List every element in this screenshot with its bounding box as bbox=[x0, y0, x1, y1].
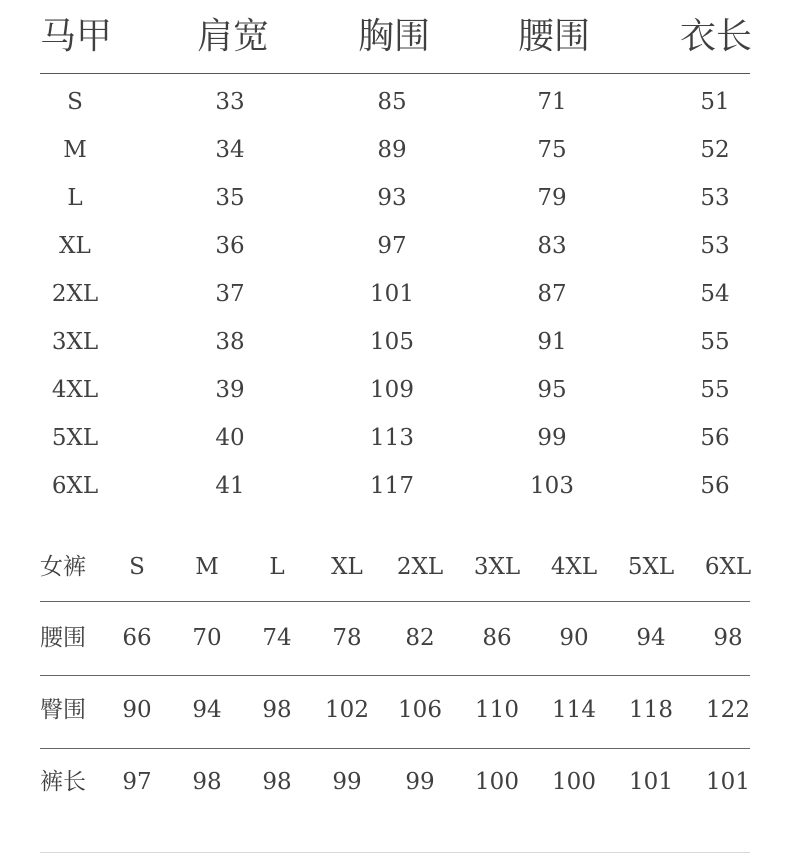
vest-cell-size: 6XL bbox=[51, 473, 99, 499]
vest-cell-chest: 109 bbox=[370, 377, 414, 403]
pants-cell: 110 bbox=[475, 697, 519, 723]
pants-cell: 82 bbox=[405, 625, 435, 651]
vest-row bbox=[0, 318, 790, 366]
vest-header-length: 衣长 bbox=[680, 16, 753, 57]
pants-cell: 98 bbox=[262, 769, 292, 795]
vest-cell-length: 53 bbox=[700, 185, 730, 211]
pants-cell: 101 bbox=[629, 769, 673, 795]
vest-cell-shoulder: 38 bbox=[215, 329, 245, 355]
pants-cell: 66 bbox=[122, 625, 152, 651]
pants-cell: 98 bbox=[713, 625, 743, 651]
vest-cell-size: 5XL bbox=[51, 425, 99, 451]
pants-cell: 70 bbox=[192, 625, 222, 651]
pants-cell: 106 bbox=[398, 697, 442, 723]
vest-cell-waist: 79 bbox=[537, 185, 567, 211]
pants-size-header: M bbox=[195, 554, 219, 580]
pants-cell: 99 bbox=[332, 769, 362, 795]
vest-header-divider bbox=[40, 73, 750, 74]
pants-cell: 94 bbox=[636, 625, 666, 651]
vest-cell-length: 51 bbox=[700, 89, 730, 115]
vest-row bbox=[0, 78, 790, 126]
vest-cell-chest: 85 bbox=[377, 89, 407, 115]
vest-row bbox=[0, 366, 790, 414]
vest-cell-chest: 101 bbox=[370, 281, 414, 307]
vest-row bbox=[0, 414, 790, 462]
vest-cell-size: 2XL bbox=[51, 281, 99, 307]
pants-cell: 100 bbox=[475, 769, 519, 795]
vest-row bbox=[0, 126, 790, 174]
vest-header-row bbox=[0, 12, 790, 62]
vest-cell-chest: 105 bbox=[370, 329, 414, 355]
pants-cell: 118 bbox=[629, 697, 673, 723]
pants-cell: 98 bbox=[192, 769, 222, 795]
pants-header-row bbox=[0, 531, 790, 603]
vest-cell-chest: 93 bbox=[377, 185, 407, 211]
pants-cell: 99 bbox=[405, 769, 435, 795]
vest-row bbox=[0, 270, 790, 318]
pants-size-header: S bbox=[129, 554, 145, 580]
vest-cell-length: 52 bbox=[700, 137, 730, 163]
vest-cell-waist: 75 bbox=[537, 137, 567, 163]
vest-cell-chest: 89 bbox=[377, 137, 407, 163]
vest-header-chest: 胸围 bbox=[358, 16, 431, 57]
pants-cell: 90 bbox=[122, 697, 152, 723]
vest-cell-shoulder: 39 bbox=[215, 377, 245, 403]
vest-cell-length: 55 bbox=[700, 329, 730, 355]
vest-header-garment: 马甲 bbox=[40, 16, 113, 57]
pants-size-header: 2XL bbox=[396, 554, 444, 580]
vest-cell-length: 53 bbox=[700, 233, 730, 259]
vest-cell-shoulder: 36 bbox=[215, 233, 245, 259]
vest-row bbox=[0, 174, 790, 222]
pants-row-label: 裤长 bbox=[40, 769, 86, 795]
vest-cell-chest: 113 bbox=[370, 425, 414, 451]
vest-cell-waist: 95 bbox=[537, 377, 567, 403]
pants-cell: 102 bbox=[325, 697, 369, 723]
pants-size-header: 5XL bbox=[627, 554, 675, 580]
vest-cell-size: S bbox=[67, 89, 83, 115]
vest-cell-waist: 87 bbox=[537, 281, 567, 307]
pants-cell: 90 bbox=[559, 625, 589, 651]
pants-size-header: 3XL bbox=[473, 554, 521, 580]
pants-header-label: 女裤 bbox=[40, 554, 86, 580]
vest-row bbox=[0, 222, 790, 270]
vest-cell-waist: 83 bbox=[537, 233, 567, 259]
vest-cell-size: 3XL bbox=[51, 329, 99, 355]
vest-cell-length: 55 bbox=[700, 377, 730, 403]
vest-cell-length: 56 bbox=[700, 473, 730, 499]
pants-cell: 114 bbox=[552, 697, 596, 723]
pants-bottom-divider bbox=[40, 852, 750, 853]
vest-row bbox=[0, 462, 790, 510]
vest-cell-shoulder: 37 bbox=[215, 281, 245, 307]
pants-size-header: 6XL bbox=[704, 554, 752, 580]
pants-row-length bbox=[0, 746, 790, 818]
vest-cell-shoulder: 35 bbox=[215, 185, 245, 211]
vest-cell-waist: 71 bbox=[537, 89, 567, 115]
pants-cell: 101 bbox=[706, 769, 750, 795]
vest-cell-shoulder: 40 bbox=[215, 425, 245, 451]
vest-cell-length: 54 bbox=[700, 281, 730, 307]
vest-header-waist: 腰围 bbox=[518, 16, 591, 57]
vest-cell-size: M bbox=[63, 137, 87, 163]
pants-size-header: 4XL bbox=[550, 554, 598, 580]
pants-row-label: 臀围 bbox=[40, 697, 86, 723]
pants-size-header: L bbox=[269, 554, 285, 580]
vest-header-shoulder: 肩宽 bbox=[197, 16, 270, 57]
vest-cell-waist: 103 bbox=[530, 473, 574, 499]
pants-cell: 100 bbox=[552, 769, 596, 795]
vest-cell-chest: 97 bbox=[377, 233, 407, 259]
pants-cell: 98 bbox=[262, 697, 292, 723]
vest-cell-length: 56 bbox=[700, 425, 730, 451]
vest-cell-waist: 91 bbox=[537, 329, 567, 355]
pants-cell: 74 bbox=[262, 625, 292, 651]
pants-cell: 94 bbox=[192, 697, 222, 723]
pants-cell: 86 bbox=[482, 625, 512, 651]
pants-row-waist bbox=[0, 602, 790, 674]
pants-cell: 78 bbox=[332, 625, 362, 651]
pants-row-hip bbox=[0, 674, 790, 746]
pants-cell: 97 bbox=[122, 769, 152, 795]
vest-cell-shoulder: 33 bbox=[215, 89, 245, 115]
vest-cell-shoulder: 41 bbox=[215, 473, 245, 499]
vest-cell-chest: 117 bbox=[370, 473, 414, 499]
vest-cell-shoulder: 34 bbox=[215, 137, 245, 163]
vest-cell-size: 4XL bbox=[51, 377, 99, 403]
vest-cell-size: XL bbox=[59, 233, 91, 259]
pants-size-header: XL bbox=[331, 554, 363, 580]
pants-cell: 122 bbox=[706, 697, 750, 723]
pants-row-label: 腰围 bbox=[40, 625, 86, 651]
vest-cell-waist: 99 bbox=[537, 425, 567, 451]
vest-cell-size: L bbox=[67, 185, 83, 211]
